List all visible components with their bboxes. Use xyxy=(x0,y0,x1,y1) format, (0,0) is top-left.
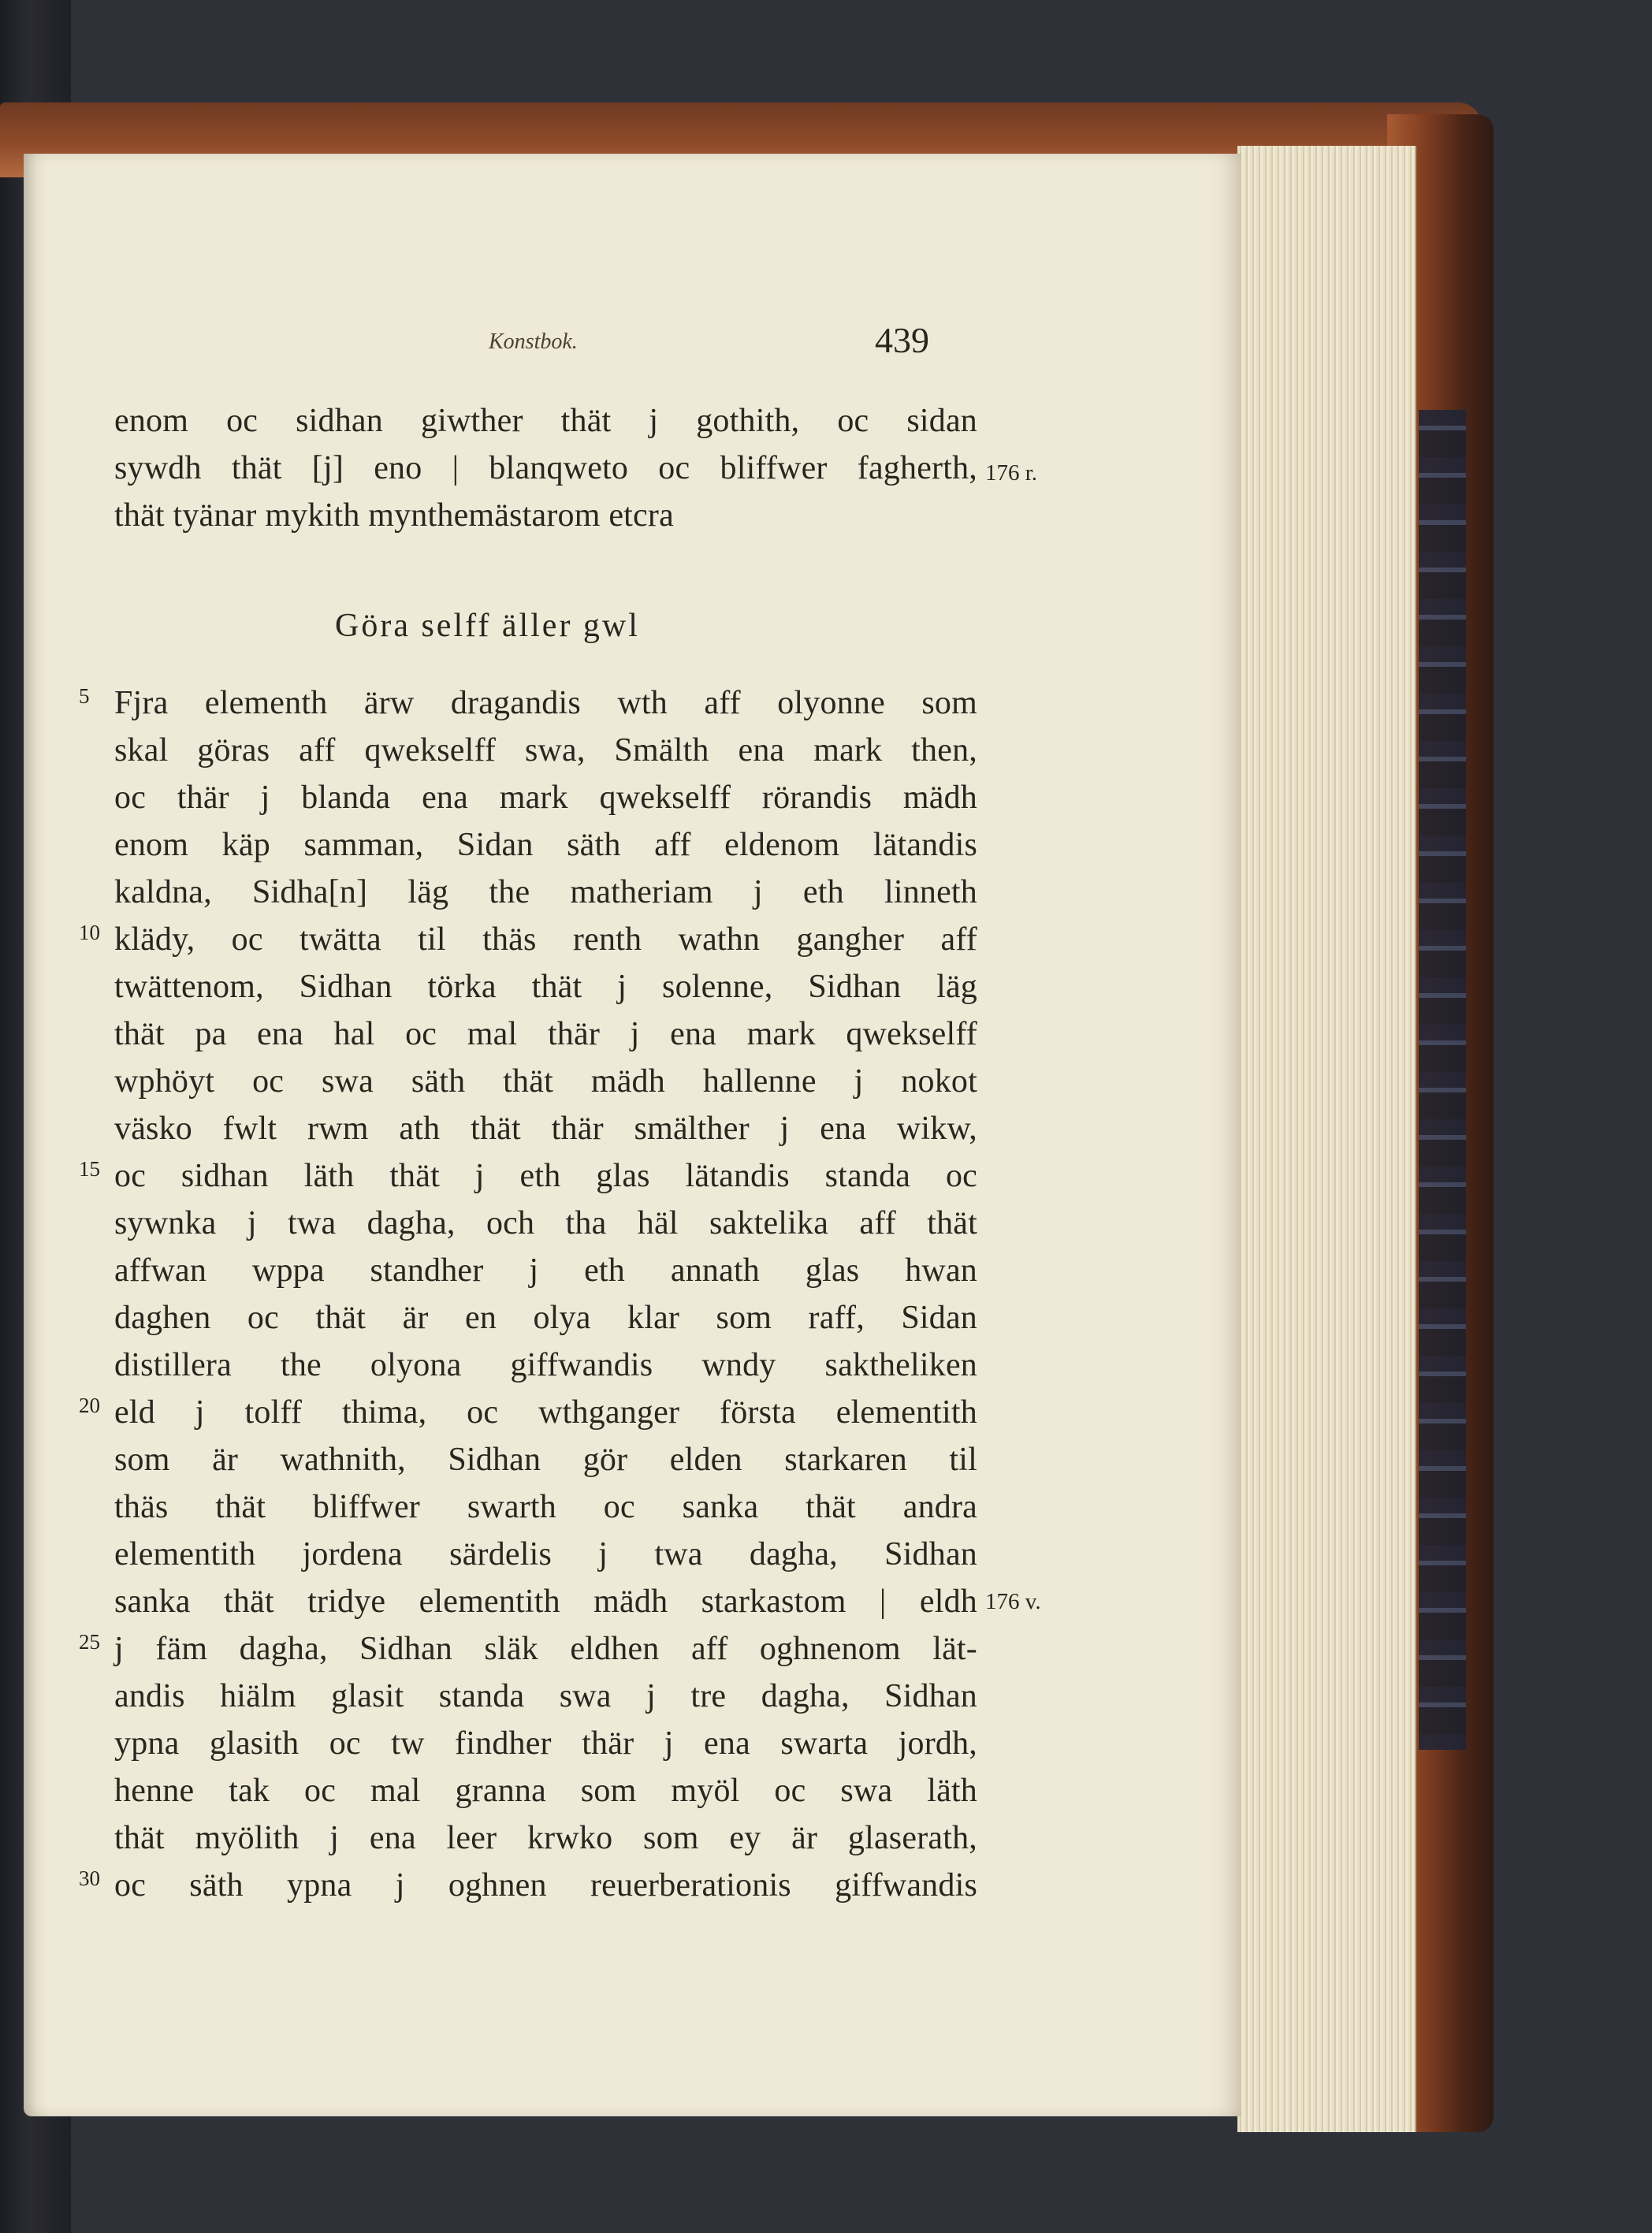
text-line: sywdh thät [j] eno | blanqweto oc bliffwer fagherth, xyxy=(114,450,977,486)
line-number: 25 xyxy=(79,1630,100,1654)
text-line: wphöyt oc swa säth thät mädh hallenne j nokot xyxy=(114,1063,977,1100)
text-line: andis hiälm glasit standa swa j tre dagha, Sidhan xyxy=(114,1678,977,1714)
folio-mark: 176 r. xyxy=(985,460,1038,486)
line-number: 10 xyxy=(79,921,100,944)
text-line: sywnka j twa dagha, och tha häl saktelika aff thät xyxy=(114,1205,977,1241)
text-line: enom oc sidhan giwther thät j gothith, oc sidan xyxy=(114,403,977,439)
cover-wear xyxy=(1419,410,1466,1750)
text-line: Fjra elementh ärw dragandis wth aff olyonne som xyxy=(114,685,977,721)
page-block-edge xyxy=(1237,146,1416,2132)
text-line: thät myölith j ena leer krwko som ey är glaserath, xyxy=(114,1820,977,1856)
text-line: twättenom, Sidhan törka thät j solenne, Sidhan läg xyxy=(114,969,977,1005)
text-line: henne tak oc mal granna som myöl oc swa läth xyxy=(114,1773,977,1809)
text-line: väsko fwlt rwm ath thät thär smälther j ena wikw, xyxy=(114,1111,977,1147)
text-line: oc sidhan läth thät j eth glas lätandis standa oc xyxy=(114,1158,977,1194)
text-line: skal göras aff qwekselff swa, Smälth ena mark then, xyxy=(114,732,977,769)
text-line: distillera the olyona giffwandis wndy saktheliken xyxy=(114,1347,977,1383)
text-line: oc thär j blanda ena mark qwekselff rörandis mädh xyxy=(114,780,977,816)
text-line: sanka thät tridye elementith mädh starkastom | eldh xyxy=(114,1584,977,1620)
folio-mark: 176 v. xyxy=(985,1589,1041,1614)
text-line: daghen oc thät är en olya klar som raff, Sidan xyxy=(114,1300,977,1336)
text-line: enom käp samman, Sidan säth aff eldenom lätandis xyxy=(114,827,977,863)
text-line: j fäm dagha, Sidhan släk eldhen aff oghnenom lät- xyxy=(114,1631,977,1667)
running-head: Konstbok. xyxy=(489,329,578,354)
text-line: thäs thät bliffwer swarth oc sanka thät andra xyxy=(114,1489,977,1525)
text-line: kaldna, Sidha[n] läg the matheriam j eth linneth xyxy=(114,874,977,910)
page-number: 439 xyxy=(875,320,929,360)
line-number: 30 xyxy=(79,1866,100,1890)
line-number: 20 xyxy=(79,1394,100,1417)
text-line: oc säth ypna j oghnen reuerberationis giffwandis xyxy=(114,1867,977,1904)
text-line: elementith jordena särdelis j twa dagha, Sidhan xyxy=(114,1536,977,1572)
line-number: 5 xyxy=(79,684,90,708)
text-line: ypna glasith oc tw findher thär j ena swarta jordh, xyxy=(114,1725,977,1762)
text-line: klädy, oc twätta til thäs renth wathn gangher aff xyxy=(114,921,977,958)
section-heading: Göra selff äller gwl xyxy=(335,608,640,644)
text-line: som är wathnith, Sidhan gör elden starkaren til xyxy=(114,1442,977,1478)
text-line: thät pa ena hal oc mal thär j ena mark qwekselff xyxy=(114,1016,977,1052)
text-line: eld j tolff thima, oc wthganger första elementith xyxy=(114,1394,977,1431)
line-number: 15 xyxy=(79,1157,100,1181)
text-line: thät tyänar mykith mynthemästarom etcra xyxy=(114,497,674,534)
text-line: affwan wppa standher j eth annath glas hwan xyxy=(114,1252,977,1289)
